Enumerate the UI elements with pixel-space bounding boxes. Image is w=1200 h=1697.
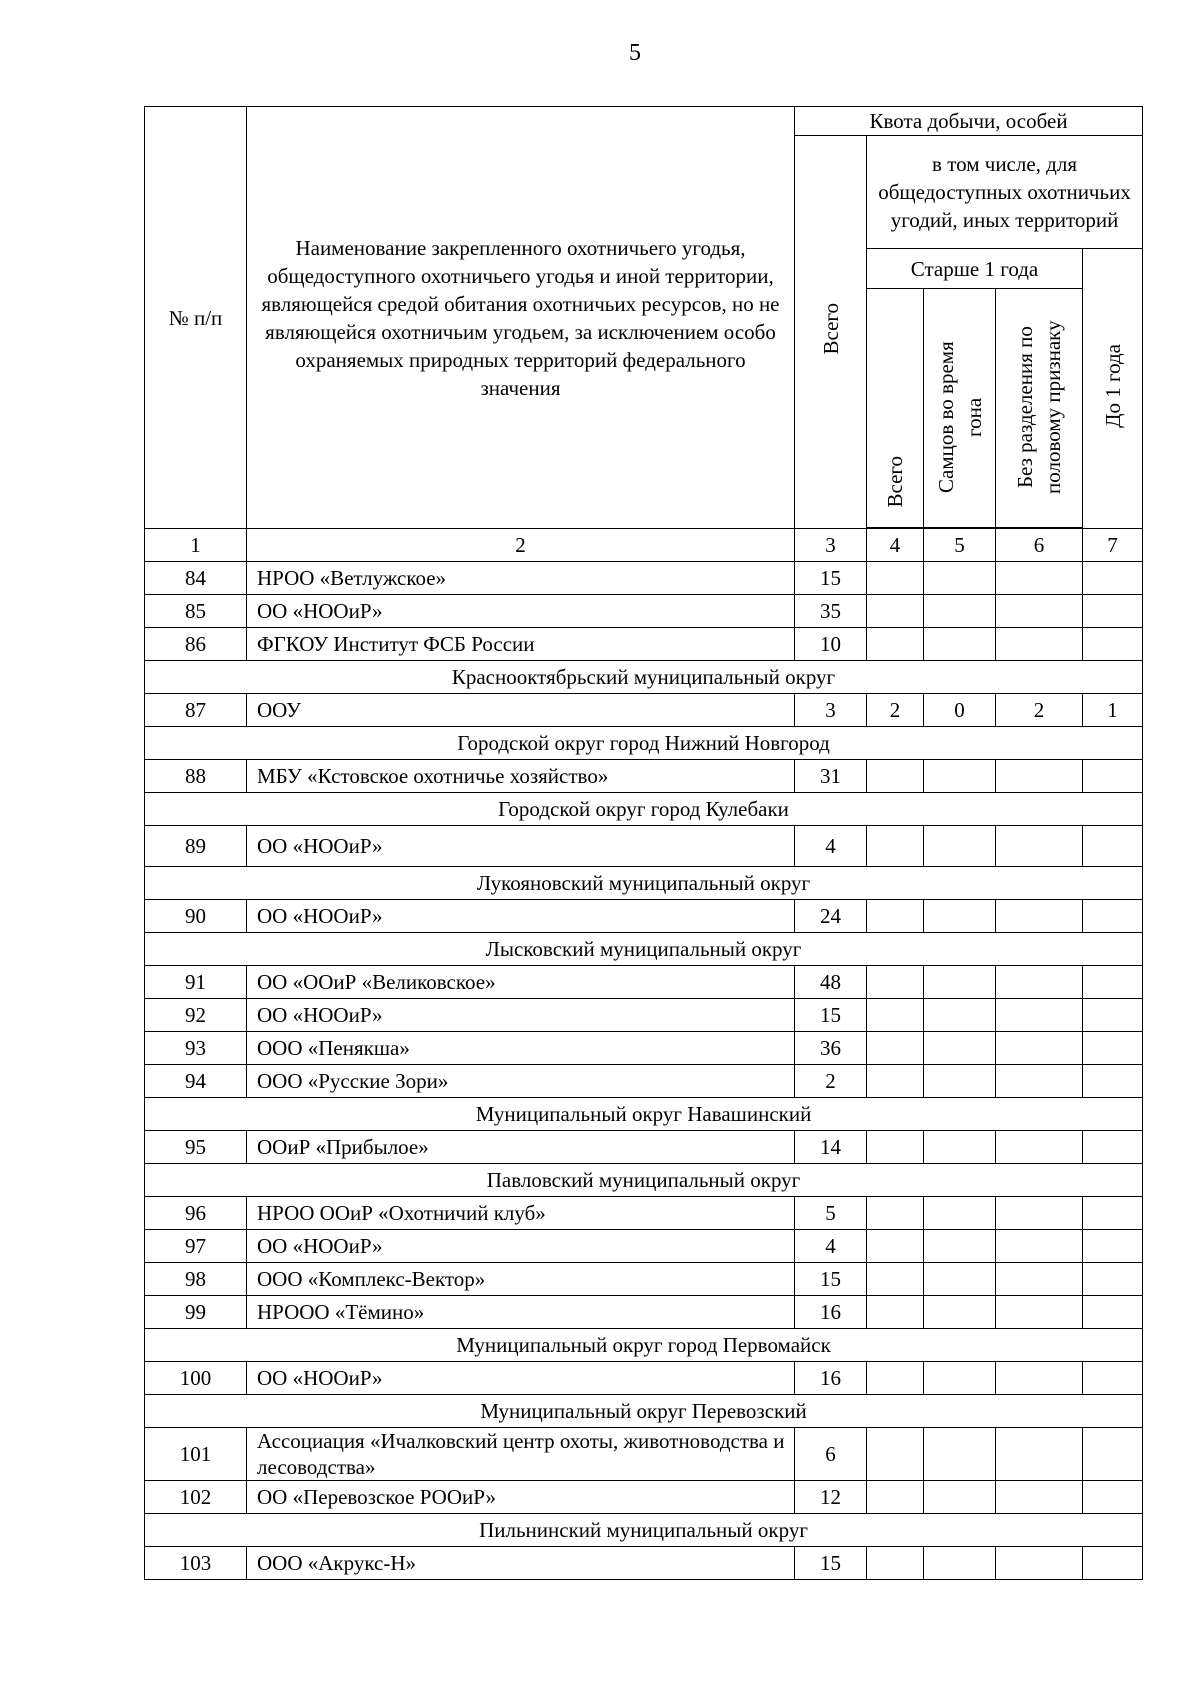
cell-nosex xyxy=(996,999,1083,1032)
section-row xyxy=(145,727,1143,760)
cell-older-total xyxy=(867,595,924,628)
row-name: НРООО «Тёмино» xyxy=(247,1296,795,1329)
cell-young xyxy=(1083,826,1143,867)
cell-total: 15 xyxy=(795,1263,867,1296)
cell-older-total: 2 xyxy=(867,694,924,727)
cell-males xyxy=(924,1428,996,1481)
row-number: 97 xyxy=(145,1230,247,1263)
cell-older-total xyxy=(867,999,924,1032)
row-name: ОО «ООиР «Великовское» xyxy=(247,966,795,999)
cell-nosex xyxy=(996,1481,1083,1514)
row-number: 88 xyxy=(145,760,247,793)
cell-males xyxy=(924,760,996,793)
table-row xyxy=(145,1065,1143,1098)
section-title: Муниципальный округ Перевозский xyxy=(145,1395,1143,1428)
row-name: ООУ xyxy=(247,694,795,727)
row-name: НРОО «Ветлужское» xyxy=(247,562,795,595)
cell-males xyxy=(924,1296,996,1329)
row-name: ОО «НООиР» xyxy=(247,826,795,867)
table-row xyxy=(145,1481,1143,1514)
cell-males xyxy=(924,595,996,628)
table-row xyxy=(145,1131,1143,1164)
section-row xyxy=(145,1514,1143,1547)
cell-males xyxy=(924,966,996,999)
cell-nosex xyxy=(996,562,1083,595)
row-name: НРОО ООиР «Охотничий клуб» xyxy=(247,1197,795,1230)
header-total: Всего xyxy=(818,303,843,355)
table-row xyxy=(145,1197,1143,1230)
column-number: 4 xyxy=(867,529,924,562)
cell-nosex xyxy=(996,1547,1083,1580)
cell-older-total xyxy=(867,1197,924,1230)
cell-total: 12 xyxy=(795,1481,867,1514)
table-row xyxy=(145,999,1143,1032)
cell-total: 36 xyxy=(795,1032,867,1065)
cell-nosex xyxy=(996,1428,1083,1481)
cell-nosex xyxy=(996,966,1083,999)
cell-males xyxy=(924,1362,996,1395)
row-name: ООО «Акрукс-Н» xyxy=(247,1547,795,1580)
table-row xyxy=(145,1362,1143,1395)
header-older-total: Всего xyxy=(883,455,907,507)
cell-older-total xyxy=(867,1131,924,1164)
header-col-name: Наименование закрепленного охотничьего угодья, общедоступного охотничьего угодья и иной территории, являющейся средой обитания охотничьих ресурсов, но не являющейся охотничьим угодьем, за исключением особо охраняемых природных территорий федерального значения xyxy=(247,107,795,529)
column-number: 6 xyxy=(996,529,1083,562)
row-name: ОО «НООиР» xyxy=(247,1230,795,1263)
cell-nosex xyxy=(996,1065,1083,1098)
cell-young xyxy=(1083,1065,1143,1098)
cell-older-total xyxy=(867,1263,924,1296)
cell-young: 1 xyxy=(1083,694,1143,727)
header-young: До 1 года xyxy=(1100,343,1125,428)
header-young-cell xyxy=(1083,249,1143,529)
cell-older-total xyxy=(867,1296,924,1329)
header-males-cell xyxy=(924,289,996,528)
cell-young xyxy=(1083,999,1143,1032)
cell-older-total xyxy=(867,1362,924,1395)
cell-total: 24 xyxy=(795,900,867,933)
row-number: 85 xyxy=(145,595,247,628)
section-title: Павловский муниципальный округ xyxy=(145,1164,1143,1197)
row-name: ООиР «Прибылое» xyxy=(247,1131,795,1164)
row-number: 94 xyxy=(145,1065,247,1098)
cell-males xyxy=(924,1547,996,1580)
cell-young xyxy=(1083,966,1143,999)
table-row xyxy=(145,1230,1143,1263)
section-row xyxy=(145,1098,1143,1131)
cell-young xyxy=(1083,1547,1143,1580)
cell-nosex xyxy=(996,826,1083,867)
table-row xyxy=(145,1263,1143,1296)
row-number: 96 xyxy=(145,1197,247,1230)
header-col-no: № п/п xyxy=(145,107,247,529)
cell-total: 31 xyxy=(795,760,867,793)
header-including: в том числе, для общедоступных охотничьих угодий, иных территорий xyxy=(867,136,1143,249)
cell-older-total xyxy=(867,1065,924,1098)
header-nosex: Без разделения по половому признаку xyxy=(1013,320,1065,494)
cell-nosex xyxy=(996,628,1083,661)
table-row xyxy=(145,562,1143,595)
section-row xyxy=(145,1395,1143,1428)
cell-older-total xyxy=(867,1230,924,1263)
cell-nosex xyxy=(996,1296,1083,1329)
row-name: ОО «Перевозское РООиР» xyxy=(247,1481,795,1514)
cell-males xyxy=(924,900,996,933)
section-row xyxy=(145,793,1143,826)
row-name: МБУ «Кстовское охотничье хозяйство» xyxy=(247,760,795,793)
cell-nosex xyxy=(996,1263,1083,1296)
quota-table xyxy=(144,106,1143,1580)
section-row xyxy=(145,1329,1143,1362)
row-number: 89 xyxy=(145,826,247,867)
header-older: Старше 1 года xyxy=(867,249,1083,289)
cell-older-total xyxy=(867,900,924,933)
cell-older-total xyxy=(867,760,924,793)
cell-young xyxy=(1083,1296,1143,1329)
section-title: Муниципальный округ Навашинский xyxy=(145,1098,1143,1131)
cell-males xyxy=(924,1230,996,1263)
cell-older-total xyxy=(867,1032,924,1065)
cell-young xyxy=(1083,1263,1143,1296)
page-number: 5 xyxy=(629,40,641,66)
section-title: Пильнинский муниципальный округ xyxy=(145,1514,1143,1547)
row-number: 102 xyxy=(145,1481,247,1514)
cell-nosex xyxy=(996,1362,1083,1395)
row-number: 86 xyxy=(145,628,247,661)
table-row xyxy=(145,595,1143,628)
row-number: 92 xyxy=(145,999,247,1032)
cell-total: 2 xyxy=(795,1065,867,1098)
table-row xyxy=(145,1428,1143,1481)
row-number: 99 xyxy=(145,1296,247,1329)
column-number: 7 xyxy=(1083,529,1143,562)
row-name: ООО «Русские Зори» xyxy=(247,1065,795,1098)
cell-older-total xyxy=(867,966,924,999)
cell-males xyxy=(924,1263,996,1296)
cell-total: 3 xyxy=(795,694,867,727)
cell-nosex xyxy=(996,760,1083,793)
column-number: 1 xyxy=(145,529,247,562)
cell-older-total xyxy=(867,1481,924,1514)
cell-nosex xyxy=(996,900,1083,933)
cell-total: 4 xyxy=(795,826,867,867)
cell-young xyxy=(1083,595,1143,628)
table-row xyxy=(145,628,1143,661)
cell-young xyxy=(1083,628,1143,661)
row-name: ОО «НООиР» xyxy=(247,1362,795,1395)
cell-total: 48 xyxy=(795,966,867,999)
row-name: ООО «Комплекс-Вектор» xyxy=(247,1263,795,1296)
row-number: 100 xyxy=(145,1362,247,1395)
cell-total: 15 xyxy=(795,999,867,1032)
cell-nosex xyxy=(996,595,1083,628)
cell-older-total xyxy=(867,562,924,595)
row-name: ОО «НООиР» xyxy=(247,999,795,1032)
cell-total: 6 xyxy=(795,1428,867,1481)
table-row xyxy=(145,826,1143,867)
section-title: Лукояновский муниципальный округ xyxy=(145,867,1143,900)
section-row xyxy=(145,661,1143,694)
cell-males xyxy=(924,999,996,1032)
cell-males xyxy=(924,826,996,867)
cell-young xyxy=(1083,1428,1143,1481)
row-number: 103 xyxy=(145,1547,247,1580)
column-number: 3 xyxy=(795,529,867,562)
column-numbers-row xyxy=(145,529,1143,562)
table-row xyxy=(145,900,1143,933)
row-number: 98 xyxy=(145,1263,247,1296)
row-name: ОО «НООиР» xyxy=(247,595,795,628)
row-number: 90 xyxy=(145,900,247,933)
cell-young xyxy=(1083,1481,1143,1514)
cell-males xyxy=(924,562,996,595)
row-name: ФГКОУ Институт ФСБ России xyxy=(247,628,795,661)
cell-males xyxy=(924,1481,996,1514)
column-number: 5 xyxy=(924,529,996,562)
cell-males: 0 xyxy=(924,694,996,727)
header-older-total-cell xyxy=(867,289,924,528)
cell-nosex: 2 xyxy=(996,694,1083,727)
cell-young xyxy=(1083,760,1143,793)
row-name: ОО «НООиР» xyxy=(247,900,795,933)
row-name: ООО «Пенякша» xyxy=(247,1032,795,1065)
section-title: Лысковский муниципальный округ xyxy=(145,933,1143,966)
row-number: 84 xyxy=(145,562,247,595)
cell-nosex xyxy=(996,1230,1083,1263)
cell-total: 15 xyxy=(795,562,867,595)
cell-older-total xyxy=(867,1547,924,1580)
column-number: 2 xyxy=(247,529,795,562)
section-title: Краснооктябрьский муниципальный округ xyxy=(145,661,1143,694)
table-row xyxy=(145,966,1143,999)
section-title: Городской округ город Нижний Новгород xyxy=(145,727,1143,760)
cell-nosex xyxy=(996,1032,1083,1065)
header-quota: Квота добычи, особей xyxy=(795,107,1143,136)
table-row xyxy=(145,694,1143,727)
row-number: 87 xyxy=(145,694,247,727)
section-row xyxy=(145,1164,1143,1197)
section-title: Муниципальный округ город Первомайск xyxy=(145,1329,1143,1362)
cell-total: 4 xyxy=(795,1230,867,1263)
header-total-cell xyxy=(795,136,867,529)
cell-young xyxy=(1083,1197,1143,1230)
cell-total: 15 xyxy=(795,1547,867,1580)
section-title: Городской округ город Кулебаки xyxy=(145,793,1143,826)
row-number: 95 xyxy=(145,1131,247,1164)
cell-males xyxy=(924,1197,996,1230)
cell-young xyxy=(1083,1230,1143,1263)
header-males: Самцов во время гона xyxy=(933,341,986,493)
cell-young xyxy=(1083,1362,1143,1395)
cell-males xyxy=(924,1065,996,1098)
cell-older-total xyxy=(867,1428,924,1481)
cell-older-total xyxy=(867,826,924,867)
row-number: 91 xyxy=(145,966,247,999)
cell-total: 35 xyxy=(795,595,867,628)
cell-total: 16 xyxy=(795,1362,867,1395)
table-row xyxy=(145,1032,1143,1065)
section-row xyxy=(145,933,1143,966)
cell-young xyxy=(1083,562,1143,595)
cell-total: 16 xyxy=(795,1296,867,1329)
cell-total: 10 xyxy=(795,628,867,661)
row-name: Ассоциация «Ичалковский центр охоты, животноводства и лесоводства» xyxy=(247,1428,795,1481)
cell-total: 14 xyxy=(795,1131,867,1164)
table-row xyxy=(145,1296,1143,1329)
header-nosex-cell xyxy=(996,289,1083,528)
table-row xyxy=(145,760,1143,793)
cell-nosex xyxy=(996,1131,1083,1164)
cell-young xyxy=(1083,900,1143,933)
cell-males xyxy=(924,628,996,661)
cell-males xyxy=(924,1131,996,1164)
cell-young xyxy=(1083,1032,1143,1065)
cell-nosex xyxy=(996,1197,1083,1230)
section-row xyxy=(145,867,1143,900)
row-number: 101 xyxy=(145,1428,247,1481)
row-number: 93 xyxy=(145,1032,247,1065)
cell-older-total xyxy=(867,628,924,661)
cell-young xyxy=(1083,1131,1143,1164)
table-row xyxy=(145,1547,1143,1580)
cell-males xyxy=(924,1032,996,1065)
cell-total: 5 xyxy=(795,1197,867,1230)
